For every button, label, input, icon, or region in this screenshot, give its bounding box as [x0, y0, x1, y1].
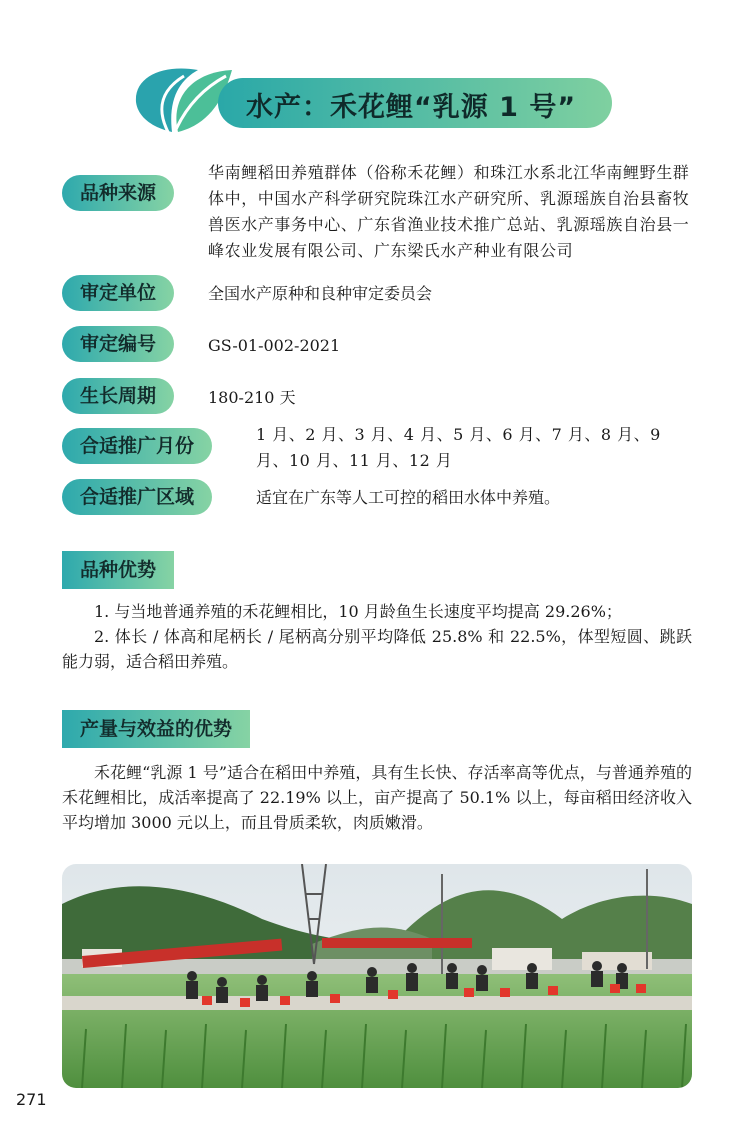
label-pill: 审定编号: [62, 326, 174, 362]
advantage-item: 2. 体长 / 体高和尾柄长 / 尾柄高分别平均降低 25.8% 和 22.5%，体型短圆、跳跃能力弱，适合稻田养殖。: [62, 627, 692, 671]
advantage-item: 1. 与当地普通养殖的禾花鲤相比，10 月龄鱼生长速度平均提高 29.26%；: [94, 602, 622, 621]
info-value-source: 华南鲤稻田养殖群体（俗称禾花鲤）和珠江水系北江华南鲤野生群体中，中国水产科学研究院珠江水产研究所、乳源瑶族自治县畜牧兽医水产事务中心、广东省渔业技术推广总站、乳源瑶族自治县一峰农业发展有限公司、广东梁氏水产种业有限公司: [208, 163, 690, 260]
info-value-cycle: 180-210 天: [208, 388, 296, 407]
page-number: 271: [16, 1090, 47, 1109]
info-value-region: 适宜在广东等人工可控的稻田水体中养殖。: [256, 488, 561, 507]
yield-paragraph: [62, 760, 692, 835]
label-pill: 合适推广月份: [62, 428, 212, 464]
page-title: 水产：禾花鲤“乳源 1 号”: [246, 92, 577, 123]
info-row-cycle: [62, 378, 174, 414]
info-row-months: [62, 428, 212, 464]
section-heading-advantages: 品种优势: [62, 551, 174, 589]
yield-text: 禾花鲤“乳源 1 号”适合在稻田中养殖，具有生长快、存活率高等优点，与普通养殖的禾花鲤相比，成活率提高了 22.19% 以上，亩产提高了 50.1% 以上，每亩稻田经济收入平均增加 3000 元以上，而且骨质柔软，肉质嫩滑。: [62, 763, 692, 832]
info-row-source: [62, 175, 174, 211]
label-pill: 生长周期: [62, 378, 174, 414]
info-value-code: GS-01-002-2021: [208, 336, 341, 355]
info-row-region: [62, 479, 212, 515]
info-value-unit: 全国水产原种和良种审定委员会: [208, 284, 433, 303]
rice-field-scene-icon: [62, 864, 692, 1088]
section-heading-yield: 产量与效益的优势: [62, 710, 250, 748]
label-pill: 品种来源: [62, 175, 174, 211]
page-header: [128, 62, 612, 144]
info-row-code: [62, 326, 174, 362]
advantages-list: [62, 599, 692, 674]
label-pill: 审定单位: [62, 275, 174, 311]
rice-field-photo: [62, 864, 692, 1088]
info-row-unit: [62, 275, 174, 311]
info-value-months: 1 月、2 月、3 月、4 月、5 月、6 月、7 月、8 月、9 月、10 月、11 月、12 月: [256, 425, 661, 470]
label-pill: 合适推广区域: [62, 479, 212, 515]
